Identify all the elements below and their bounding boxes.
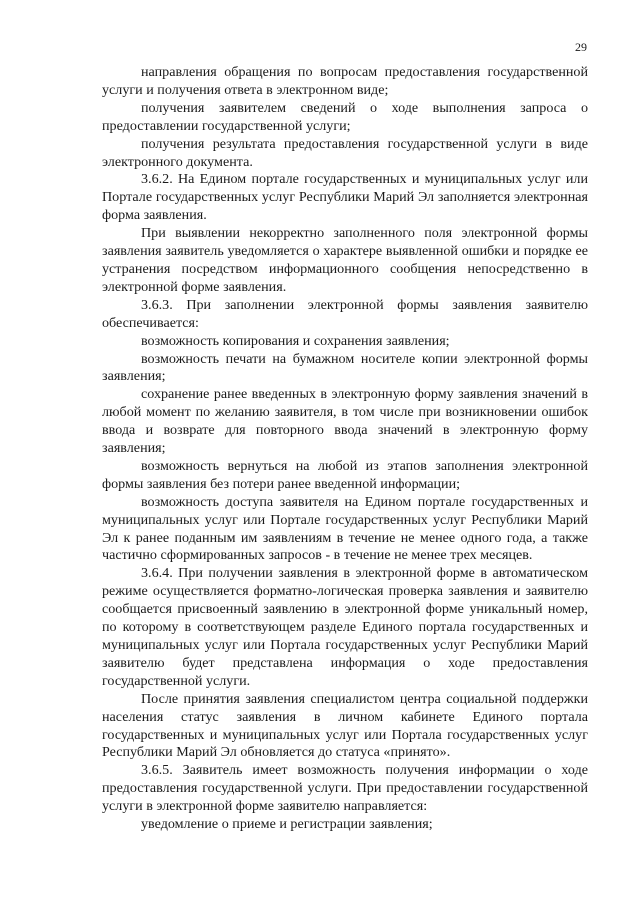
paragraph-status-info: получения заявителем сведений о ходе выполнения запроса о предоставлении государственной услуги; bbox=[102, 99, 588, 134]
paragraph-result-electronic: получения результата предоставления государственной услуги в виде электронного документа. bbox=[102, 135, 588, 170]
paragraph-3-6-5: 3.6.5. Заявитель имеет возможность получения информации о ходе предоставления государственной услуги. При предоставлении государственной услуги в электронной форме заявителю направляется: bbox=[102, 762, 588, 815]
paragraph-3-6-2: 3.6.2. На Едином портале государственных и муниципальных услуг или Портале государственных услуг Республики Марий Эл заполняется электронная форма заявления. bbox=[102, 171, 588, 224]
page-number: 29 bbox=[575, 40, 587, 54]
paragraph-notification: уведомление о приеме и регистрации заявления; bbox=[141, 816, 433, 833]
paragraph-print: возможность печати на бумажном носителе копии электронной формы заявления; bbox=[102, 350, 588, 385]
paragraph-copy-save: возможность копирования и сохранения заявления; bbox=[141, 332, 450, 349]
paragraph-request-direction: направления обращения по вопросам предоставления государственной услуги и получения ответа в электронном виде; bbox=[102, 64, 588, 98]
paragraph-3-6-4: 3.6.4. При получении заявления в электронной форме в автоматическом режиме осуществляется форматно-логическая проверка заявления и заявителю сообщается присвоенный заявлению в электронной форме уникальный номер, по которому в соответствующем разделе Единого портала государственных и муниципальных услуг или Портала государственных услуг Республики Марий заявителю будет представлена информация о ходе предоставления государственной услуги. bbox=[102, 565, 588, 689]
paragraph-3-6-3: 3.6.3. При заполнении электронной формы заявления заявителю обеспечивается: bbox=[102, 296, 588, 331]
document-body bbox=[102, 64, 588, 834]
paragraph-status-accepted: После принятия заявления специалистом центра социальной поддержки населения статус заявления в личном кабинете Единого портала государственных и муниципальных услуг или Портала государственных услуг Республики Марий Эл обновляется до статуса «принято». bbox=[102, 690, 588, 761]
paragraph-preserve-values: сохранение ранее введенных в электронную форму заявления значений в любой момент по желанию заявителя, в том числе при возникновении ошибок ввода и возврате для повторного ввода значений в электронную форму заявления; bbox=[102, 386, 588, 457]
paragraph-incorrect-field: При выявлении некорректно заполненного поля электронной формы заявления заявитель уведомляется о характере выявленной ошибки и порядке ее устранения посредством информационного сообщения непосредственно в электронной форме заявления. bbox=[102, 225, 588, 295]
paragraph-access-previous: возможность доступа заявителя на Едином портале государственных и муниципальных услуг или Портале государственных услуг Республики Марий Эл к ранее поданным им заявлениям в течение не менее одного года, а также частично сформированных запросов - в течение не менее трех месяцев. bbox=[102, 493, 588, 564]
paragraph-return-stage: возможность вернуться на любой из этапов заполнения электронной формы заявления без потери ранее введенной информации; bbox=[102, 457, 588, 492]
